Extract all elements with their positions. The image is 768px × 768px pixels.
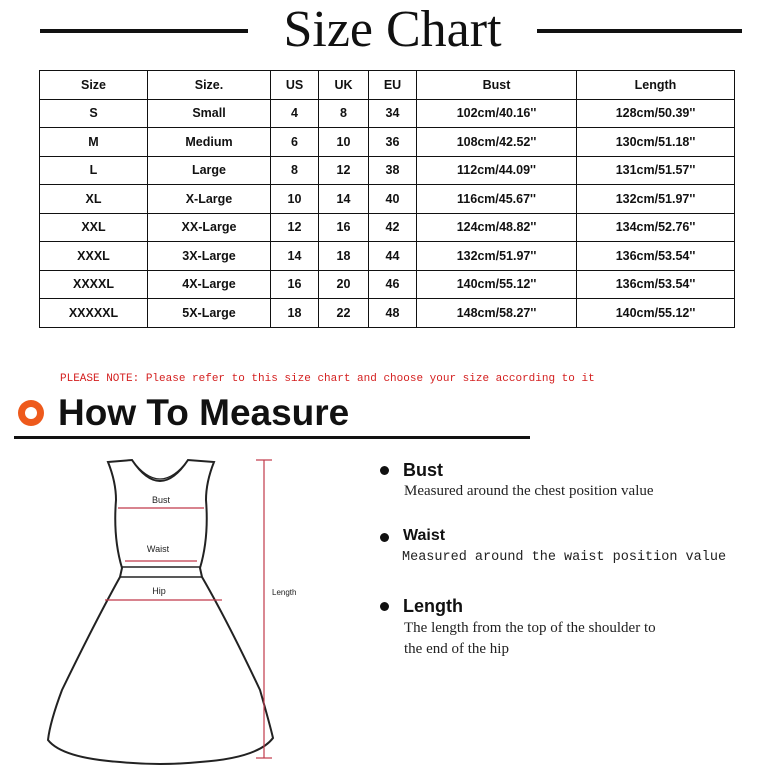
- table-cell: 140cm/55.12'': [577, 299, 735, 328]
- table-row: [40, 156, 735, 185]
- table-row: [40, 270, 735, 299]
- hip-label: Hip: [152, 586, 166, 596]
- table-cell: 8: [271, 156, 319, 185]
- page-title: Size Chart: [283, 1, 502, 58]
- table-cell: XXXL: [40, 242, 148, 271]
- column-header: US: [271, 71, 319, 100]
- table-cell: XXL: [40, 213, 148, 242]
- table-cell: 131cm/51.57'': [577, 156, 735, 185]
- table-cell: 4X-Large: [148, 270, 271, 299]
- table-row: [40, 99, 735, 128]
- table-row: [40, 185, 735, 214]
- table-cell: 12: [271, 213, 319, 242]
- waist-label: Waist: [146, 544, 170, 554]
- table-cell: 14: [319, 185, 369, 214]
- column-header: UK: [319, 71, 369, 100]
- table-cell: 102cm/40.16'': [417, 99, 577, 128]
- table-cell: 12: [319, 156, 369, 185]
- table-cell: Small: [148, 99, 271, 128]
- table-cell: 128cm/50.39'': [577, 99, 735, 128]
- table-cell: 136cm/53.54'': [577, 270, 735, 299]
- table-cell: 34: [369, 99, 417, 128]
- length-label: Length: [272, 588, 297, 597]
- table-cell: 48: [369, 299, 417, 328]
- table-cell: 116cm/45.67'': [417, 185, 577, 214]
- table-cell: 132cm/51.97'': [577, 185, 735, 214]
- size-chart-header: [0, 0, 768, 64]
- dress-outline: [48, 460, 273, 764]
- bullet-icon: [380, 602, 389, 611]
- title-rule-right: [537, 29, 742, 33]
- table-cell: 44: [369, 242, 417, 271]
- table-cell: Large: [148, 156, 271, 185]
- table-cell: 16: [271, 270, 319, 299]
- table-cell: 42: [369, 213, 417, 242]
- table-cell: 40: [369, 185, 417, 214]
- table-cell: 108cm/42.52'': [417, 128, 577, 157]
- table-cell: 3X-Large: [148, 242, 271, 271]
- table-cell: 46: [369, 270, 417, 299]
- table-cell: 10: [319, 128, 369, 157]
- bust-label: Bust: [151, 495, 171, 505]
- measure-item-title: Bust: [403, 460, 443, 480]
- measure-item-title: Waist: [403, 527, 446, 544]
- table-header-row: [40, 71, 735, 100]
- table-cell: 148cm/58.27'': [417, 299, 577, 328]
- table-cell: 6: [271, 128, 319, 157]
- table-row: [40, 213, 735, 242]
- table-cell: XXXXL: [40, 270, 148, 299]
- table-cell: 14: [271, 242, 319, 271]
- table-cell: 132cm/51.97'': [417, 242, 577, 271]
- bullet-icon: [380, 466, 389, 475]
- table-cell: 22: [319, 299, 369, 328]
- bullet-icon: [380, 533, 389, 542]
- table-body: [40, 99, 735, 327]
- column-header: Size.: [148, 71, 271, 100]
- table-cell: Medium: [148, 128, 271, 157]
- measure-item-desc: The length from the top of the shoulder to: [404, 620, 656, 636]
- table-cell: 36: [369, 128, 417, 157]
- dress-diagram: [0, 440, 330, 768]
- table-cell: XXXXXL: [40, 299, 148, 328]
- measure-item-desc: Measured around the chest position value: [404, 483, 654, 499]
- table-cell: 18: [319, 242, 369, 271]
- table-cell: S: [40, 99, 148, 128]
- table-row: [40, 242, 735, 271]
- title-rule-left: [40, 29, 248, 33]
- column-header: Size: [40, 71, 148, 100]
- table-cell: XL: [40, 185, 148, 214]
- table-row: [40, 128, 735, 157]
- size-table: [39, 70, 735, 328]
- table-cell: 124cm/48.82'': [417, 213, 577, 242]
- table-cell: 16: [319, 213, 369, 242]
- table-cell: 134cm/52.76'': [577, 213, 735, 242]
- table-row: [40, 299, 735, 328]
- section-rule: [14, 436, 530, 439]
- how-to-measure-title: How To Measure: [58, 392, 350, 433]
- measure-item-desc: the end of the hip: [404, 641, 509, 657]
- table-cell: X-Large: [148, 185, 271, 214]
- table-cell: 5X-Large: [148, 299, 271, 328]
- table-cell: XX-Large: [148, 213, 271, 242]
- table-cell: M: [40, 128, 148, 157]
- column-header: Length: [577, 71, 735, 100]
- table-cell: 20: [319, 270, 369, 299]
- table-cell: 4: [271, 99, 319, 128]
- table-cell: 18: [271, 299, 319, 328]
- measure-item-title: Length: [403, 596, 463, 616]
- column-header: EU: [369, 71, 417, 100]
- measure-item-desc: Measured around the waist position value: [402, 550, 727, 565]
- table-cell: 140cm/55.12'': [417, 270, 577, 299]
- table-cell: 136cm/53.54'': [577, 242, 735, 271]
- column-header: Bust: [417, 71, 577, 100]
- table-cell: L: [40, 156, 148, 185]
- table-cell: 38: [369, 156, 417, 185]
- circle-bullet-icon: [18, 400, 44, 426]
- table-cell: 8: [319, 99, 369, 128]
- table-cell: 10: [271, 185, 319, 214]
- table-cell: 112cm/44.09'': [417, 156, 577, 185]
- table-cell: 130cm/51.18'': [577, 128, 735, 157]
- size-note: PLEASE NOTE: Please refer to this size chart and choose your size according to it: [60, 373, 595, 385]
